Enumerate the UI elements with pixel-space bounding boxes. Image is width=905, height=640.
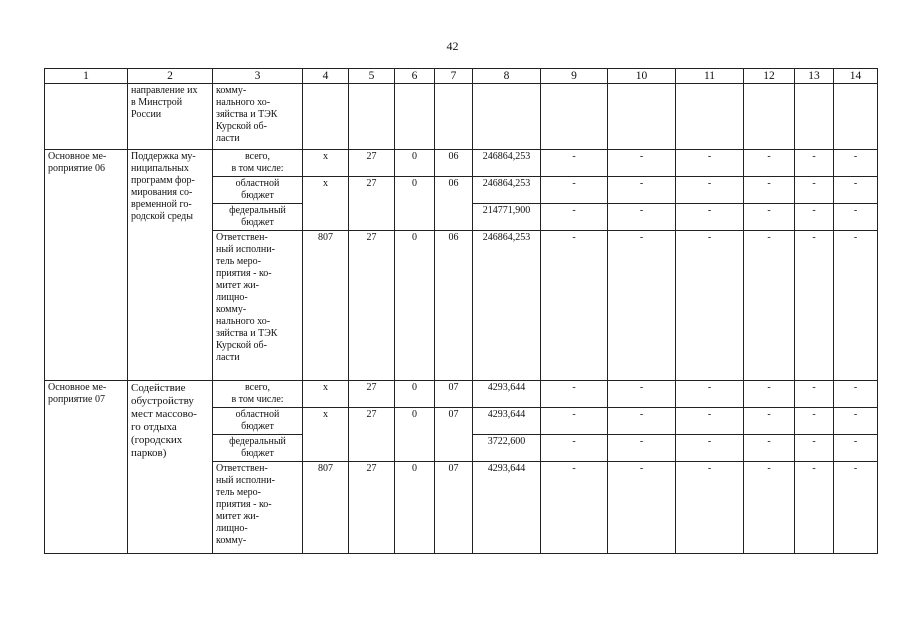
measure-name-cell: Основное ме- роприятие 07 <box>45 381 128 554</box>
table-cell: - <box>541 381 608 408</box>
col-header: 2 <box>128 69 213 84</box>
table-cell: - <box>744 381 795 408</box>
table-cell: x <box>303 150 349 177</box>
cont-title-cell: направление их в Минстрой России <box>128 84 213 150</box>
col-header: 9 <box>541 69 608 84</box>
table-cell: 07 <box>435 381 473 408</box>
col-header: 10 <box>608 69 676 84</box>
table-cell: 0 <box>395 177 435 231</box>
table-cell <box>45 84 128 150</box>
table-cell: - <box>834 408 878 435</box>
row-label: областной бюджет <box>213 177 303 204</box>
table-cell <box>676 84 744 150</box>
amount-cell: 3722,600 <box>473 435 541 462</box>
col-header: 14 <box>834 69 878 84</box>
col-header: 3 <box>213 69 303 84</box>
table-cell: 27 <box>349 177 395 231</box>
measure-name-cell: Основное ме- роприятие 06 <box>45 150 128 381</box>
executor-label: Ответствен- ный исполни- тель меро- приятия - ко- митет жи- лищно- комму- нального хо- зяйства и ТЭК Курской об- ласти <box>213 231 303 381</box>
table-cell: - <box>541 204 608 231</box>
table-cell: - <box>676 381 744 408</box>
table-cell: - <box>834 150 878 177</box>
table-cell: 807 <box>303 231 349 381</box>
table-cell: - <box>541 435 608 462</box>
table-cell: 27 <box>349 462 395 554</box>
table-cell <box>303 84 349 150</box>
table-cell: - <box>744 204 795 231</box>
table-cell: - <box>541 462 608 554</box>
table-cell <box>834 84 878 150</box>
amount-cell: 4293,644 <box>473 408 541 435</box>
table-cell: 07 <box>435 462 473 554</box>
row-label: областной бюджет <box>213 408 303 435</box>
table-cell: - <box>795 177 834 204</box>
budget-table <box>44 68 878 554</box>
table-cell <box>395 84 435 150</box>
col-header: 5 <box>349 69 395 84</box>
table-cell: 06 <box>435 177 473 231</box>
col-header: 1 <box>45 69 128 84</box>
col-header: 12 <box>744 69 795 84</box>
table-cell: - <box>608 204 676 231</box>
table-cell: - <box>795 150 834 177</box>
table-cell: - <box>541 150 608 177</box>
table-cell: 06 <box>435 231 473 381</box>
executor-label: Ответствен- ный исполни- тель меро- приятия - ко- митет жи- лищно- комму- <box>213 462 303 554</box>
table-cell: - <box>608 177 676 204</box>
total-row <box>45 381 878 408</box>
table-cell: - <box>795 381 834 408</box>
table-cell: 0 <box>395 381 435 408</box>
table-cell: - <box>744 408 795 435</box>
table-cell: - <box>541 177 608 204</box>
table-cell: - <box>608 231 676 381</box>
table-cell: - <box>795 204 834 231</box>
table-cell: - <box>676 177 744 204</box>
table-cell: - <box>541 231 608 381</box>
column-number-row <box>45 69 878 84</box>
table-cell: - <box>834 231 878 381</box>
table-cell: 0 <box>395 231 435 381</box>
col-header: 6 <box>395 69 435 84</box>
table-cell: - <box>676 408 744 435</box>
table-cell: 07 <box>435 408 473 462</box>
table-cell: - <box>795 408 834 435</box>
table-cell: - <box>744 231 795 381</box>
table-cell: - <box>676 435 744 462</box>
table-cell: 0 <box>395 462 435 554</box>
continuation-row <box>45 84 878 150</box>
table-cell: - <box>676 204 744 231</box>
table-cell: x <box>303 177 349 231</box>
table-cell: - <box>744 150 795 177</box>
table-cell: - <box>834 177 878 204</box>
table-cell: 06 <box>435 150 473 177</box>
table-cell: 0 <box>395 150 435 177</box>
total-row <box>45 150 878 177</box>
table-cell: - <box>834 462 878 554</box>
table-cell: - <box>608 462 676 554</box>
table-cell: 27 <box>349 381 395 408</box>
table-cell: 27 <box>349 150 395 177</box>
table-cell: - <box>676 150 744 177</box>
col-header: 4 <box>303 69 349 84</box>
table-cell <box>541 84 608 150</box>
table-cell: - <box>744 435 795 462</box>
table-cell: - <box>795 435 834 462</box>
table-cell: - <box>608 435 676 462</box>
table-cell: - <box>834 435 878 462</box>
col-header: 8 <box>473 69 541 84</box>
table-cell: - <box>676 462 744 554</box>
table-cell: - <box>834 381 878 408</box>
amount-cell: 246864,253 <box>473 150 541 177</box>
table-cell <box>349 84 395 150</box>
amount-cell: 4293,644 <box>473 462 541 554</box>
amount-cell: 214771,900 <box>473 204 541 231</box>
table-cell: x <box>303 381 349 408</box>
table-cell: - <box>676 231 744 381</box>
amount-cell: 4293,644 <box>473 381 541 408</box>
table-cell <box>608 84 676 150</box>
page-number: 42 <box>446 39 459 53</box>
table-cell <box>795 84 834 150</box>
row-label: всего, в том числе: <box>213 150 303 177</box>
cont-executor-cell: комму- нального хо- зяйства и ТЭК Курской об- ласти <box>213 84 303 150</box>
table-cell: 807 <box>303 462 349 554</box>
table-cell: x <box>303 408 349 462</box>
table-cell: - <box>834 204 878 231</box>
measure-title-cell: Содействие обустройству мест массово- го отдыха (городских парков) <box>128 381 213 554</box>
table-cell <box>473 84 541 150</box>
col-header: 7 <box>435 69 473 84</box>
table-cell: - <box>608 150 676 177</box>
table-cell: - <box>608 408 676 435</box>
row-label: федеральный бюджет <box>213 204 303 231</box>
col-header: 11 <box>676 69 744 84</box>
row-label: федеральный бюджет <box>213 435 303 462</box>
table-cell: - <box>541 408 608 435</box>
table-cell <box>435 84 473 150</box>
measure-title-cell: Поддержка му- ниципальных программ фор- мирования со- временной го- родской среды <box>128 150 213 381</box>
table-cell: 27 <box>349 408 395 462</box>
table-cell: - <box>744 462 795 554</box>
row-label: всего, в том числе: <box>213 381 303 408</box>
table-cell: 0 <box>395 408 435 462</box>
table-cell: - <box>608 381 676 408</box>
amount-cell: 246864,253 <box>473 231 541 381</box>
table-cell <box>744 84 795 150</box>
table-cell: - <box>795 231 834 381</box>
col-header: 13 <box>795 69 834 84</box>
amount-cell: 246864,253 <box>473 177 541 204</box>
table-cell: - <box>744 177 795 204</box>
table-cell: - <box>795 462 834 554</box>
table-cell: 27 <box>349 231 395 381</box>
